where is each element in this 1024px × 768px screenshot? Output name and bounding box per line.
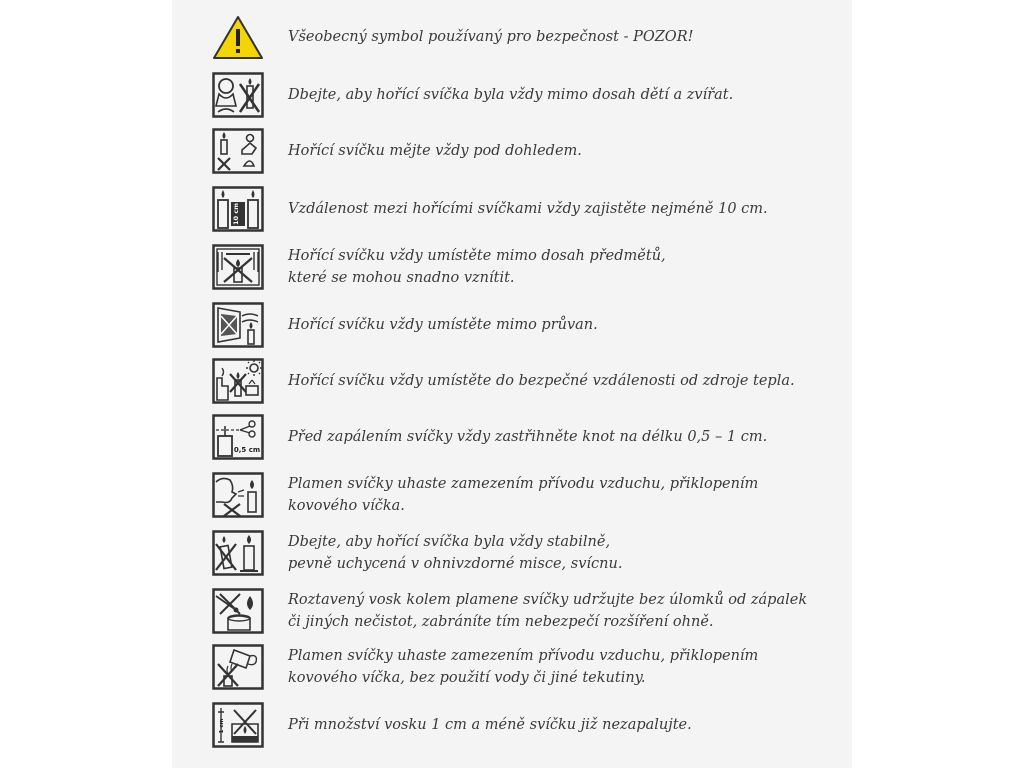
keep-away-children-pets-icon	[212, 72, 264, 118]
stable-holder-icon	[212, 530, 264, 576]
no-blowing-icon	[212, 472, 264, 518]
item-text: pevně uchycená v ohnivzdorné misce, svícnu.	[288, 556, 623, 572]
list-item	[212, 414, 852, 464]
list-item	[212, 472, 852, 522]
list-item	[212, 588, 852, 638]
item-text: Hořící svíčku mějte vždy pod dohledem.	[288, 143, 582, 159]
item-text: Dbejte, aby hořící svíčka byla vždy stabilně,	[288, 534, 611, 550]
item-text: Hořící svíčku vždy umístěte mimo průvan.	[288, 317, 598, 333]
item-text: Roztavený vosk kolem plamene svíčky udržujte bez úlomků od zápalek	[288, 592, 808, 608]
draught-window-icon	[212, 302, 264, 348]
wick-label: 0,5 cm	[233, 446, 261, 454]
list-item	[212, 302, 852, 352]
list-item	[212, 186, 852, 236]
wax-label: 1 cm	[219, 718, 225, 734]
list-item	[212, 644, 852, 694]
low-wax-icon	[212, 702, 264, 748]
list-item	[212, 358, 852, 408]
item-text: které se mohou snadno vznítit.	[288, 270, 515, 286]
candle-distance-icon	[212, 186, 264, 232]
item-text: kovového víčka.	[288, 498, 405, 514]
flammable-objects-icon	[212, 244, 264, 290]
list-item	[212, 14, 852, 64]
item-text: Hořící svíčku vždy umístěte do bezpečné vzdálenosti od zdroje tepla.	[288, 373, 795, 389]
list-item	[212, 244, 852, 294]
item-text: Při množství vosku 1 cm a méně svíčku již nezapalujte.	[288, 717, 692, 733]
warning-triangle-icon	[212, 14, 264, 60]
item-text: Plamen svíčky uhaste zamezením přívodu vzduchu, přiklopením	[288, 476, 759, 492]
list-item	[212, 530, 852, 580]
list-item	[212, 128, 852, 178]
item-text: Dbejte, aby hořící svíčka byla vždy mimo dosah dětí a zvířat.	[288, 87, 734, 103]
no-matches-in-wax-icon	[212, 588, 264, 634]
safety-sheet	[172, 0, 852, 768]
item-text: Hořící svíčku vždy umístěte mimo dosah předmětů,	[288, 248, 666, 264]
item-text: Plamen svíčky uhaste zamezením přívodu vzduchu, přiklopením	[288, 648, 759, 664]
item-text: Vzdálenost mezi hořícími svíčkami vždy zajistěte nejméně 10 cm.	[288, 201, 768, 217]
trim-wick-icon	[212, 414, 264, 460]
supervise-candle-icon	[212, 128, 264, 174]
item-text: či jiných nečistot, zabráníte tím nebezpečí rozšíření ohně.	[288, 614, 714, 630]
distance-label: 10 cm	[232, 203, 240, 225]
item-text: Všeobecný symbol používaný pro bezpečnost - POZOR!	[288, 29, 694, 45]
list-item	[212, 702, 852, 752]
item-text: Před zapálením svíčky vždy zastřihněte knot na délku 0,5 – 1 cm.	[288, 429, 768, 445]
heat-source-icon	[212, 358, 264, 404]
item-text: kovového víčka, bez použití vody či jiné tekutiny.	[288, 670, 646, 686]
no-water-icon	[212, 644, 264, 690]
list-item	[212, 72, 852, 122]
